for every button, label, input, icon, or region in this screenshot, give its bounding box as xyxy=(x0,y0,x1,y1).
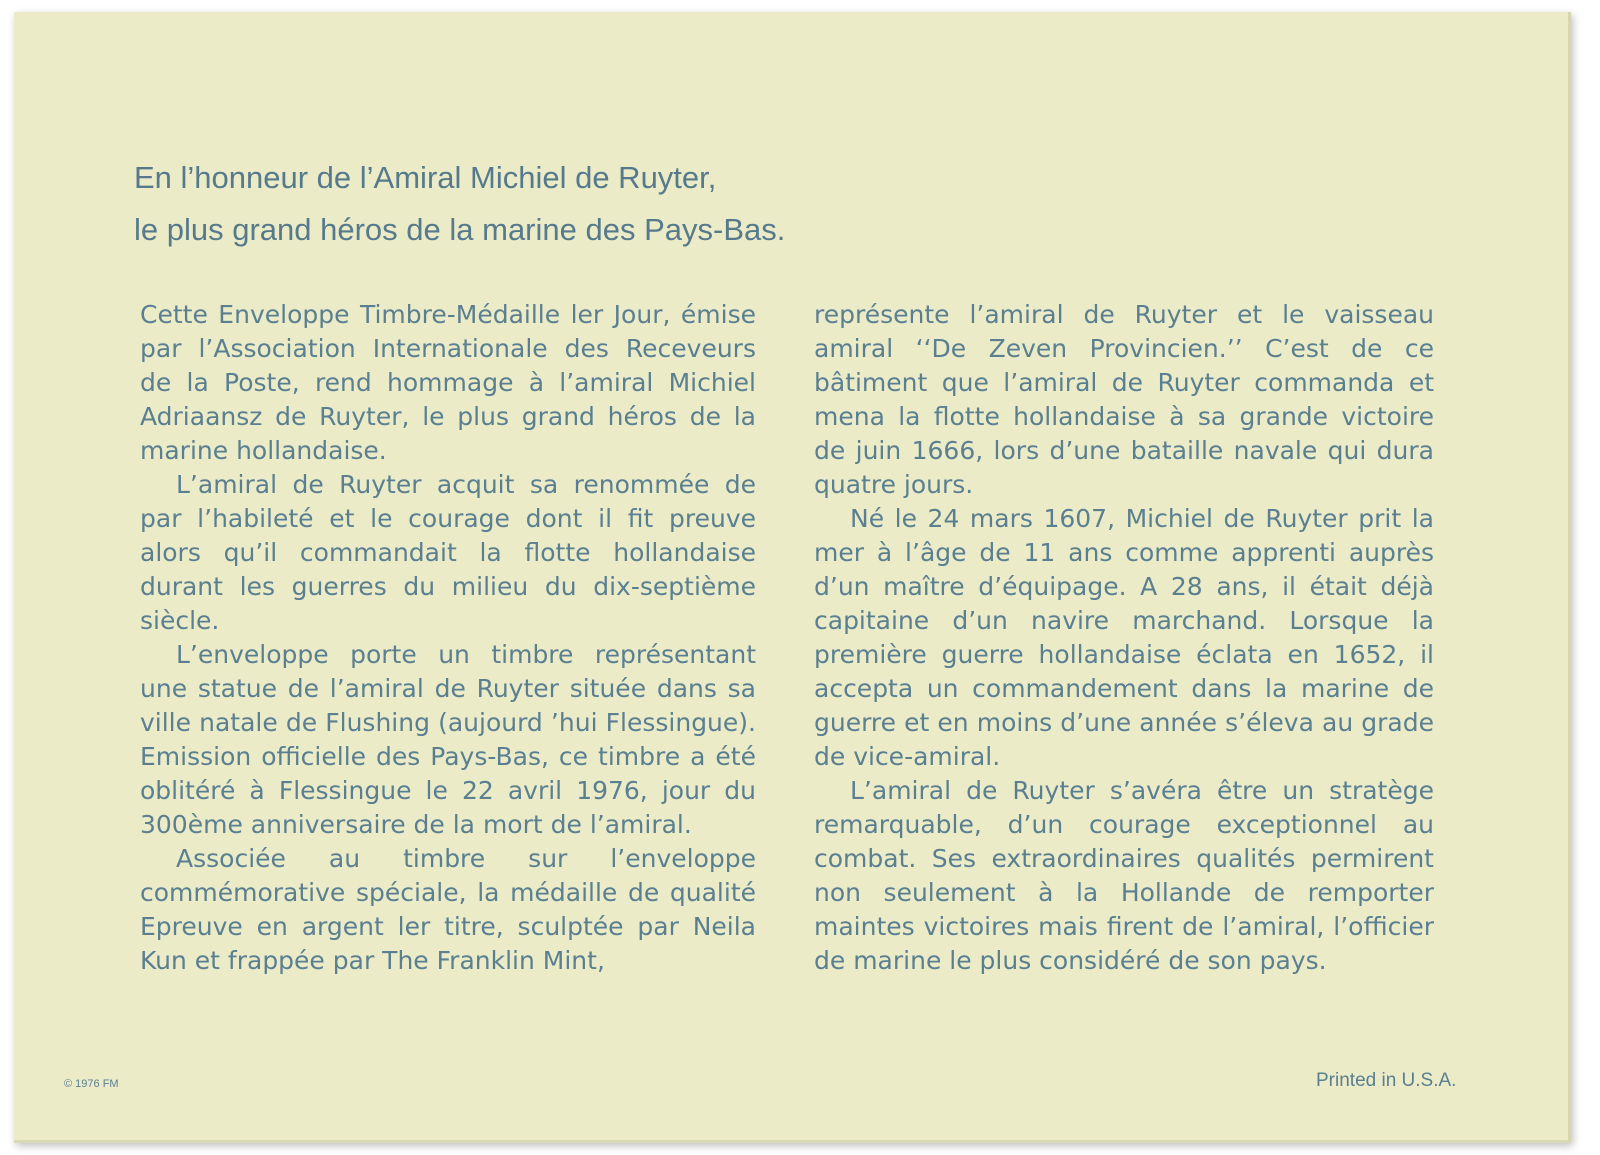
paragraph: Associée au timbre sur l’enveloppe commémorative spéciale, la médaille de qualité Epreuve en argent ler titre, sculptée par Neila Kun et frappée par The Franklin Mint, xyxy=(140,844,756,975)
left-text-column xyxy=(140,298,756,978)
heading-line-2: le plus grand héros de la marine des Pays-Bas. xyxy=(134,212,786,247)
document-card xyxy=(14,12,1571,1143)
heading-line-1: En l’honneur de l’Amiral Michiel de Ruyter, xyxy=(134,160,717,195)
printed-in-notice: Printed in U.S.A. xyxy=(1316,1070,1457,1091)
paragraph: Né le 24 mars 1607, Michiel de Ruyter prit la mer à l’âge de 11 ans comme apprenti auprès d’un maître d’équipage. A 28 ans, il était déjà capitaine d’un navire marchand. Lorsque la première guerre hollandaise éclata en 1652, il accepta un commandement dans la marine de guerre et en moins d’une année s’éleva au grade de vice-amiral. xyxy=(814,504,1434,771)
document-heading xyxy=(134,152,785,256)
paragraph: représente l’amiral de Ruyter et le vaisseau amiral ‘‘De Zeven Provincien.’’ C’est de ce bâtiment que l’amiral de Ruyter commanda et mena la flotte hollandaise à sa grande victoire de juin 1666, lors d’une bataille navale qui dura quatre jours. xyxy=(814,300,1434,499)
paragraph: Cette Enveloppe Timbre-Médaille ler Jour, émise par l’Association Internationale des Receveurs de la Poste, rend hommage à l’amiral Michiel Adriaansz de Ruyter, le plus grand héros de la marine hollandaise. xyxy=(140,300,756,465)
paragraph: L’amiral de Ruyter s’avéra être un stratège remarquable, d’un courage exceptionnel au combat. Ses extraordinaires qualités permirent non seulement à la Hollande de remporter maintes victoires mais firent de l’amiral, l’officier de marine le plus considéré de son pays. xyxy=(814,776,1434,975)
paragraph: L’enveloppe porte un timbre représentant une statue de l’amiral de Ruyter située dans sa ville natale de Flushing (aujourd ’hui Flessingue). Emission officielle des Pays-Bas, ce timbre a été oblitéré à Flessingue le 22 avril 1976, jour du 300ème anniversaire de la mort de l’amiral. xyxy=(140,640,756,839)
paragraph: L’amiral de Ruyter acquit sa renommée de par l’habileté et le courage dont il fit preuve alors qu’il commandait la flotte hollandaise durant les guerres du milieu du dix-septième siècle. xyxy=(140,470,756,635)
right-text-column xyxy=(814,298,1434,978)
copyright-notice: © 1976 FM xyxy=(64,1078,119,1090)
